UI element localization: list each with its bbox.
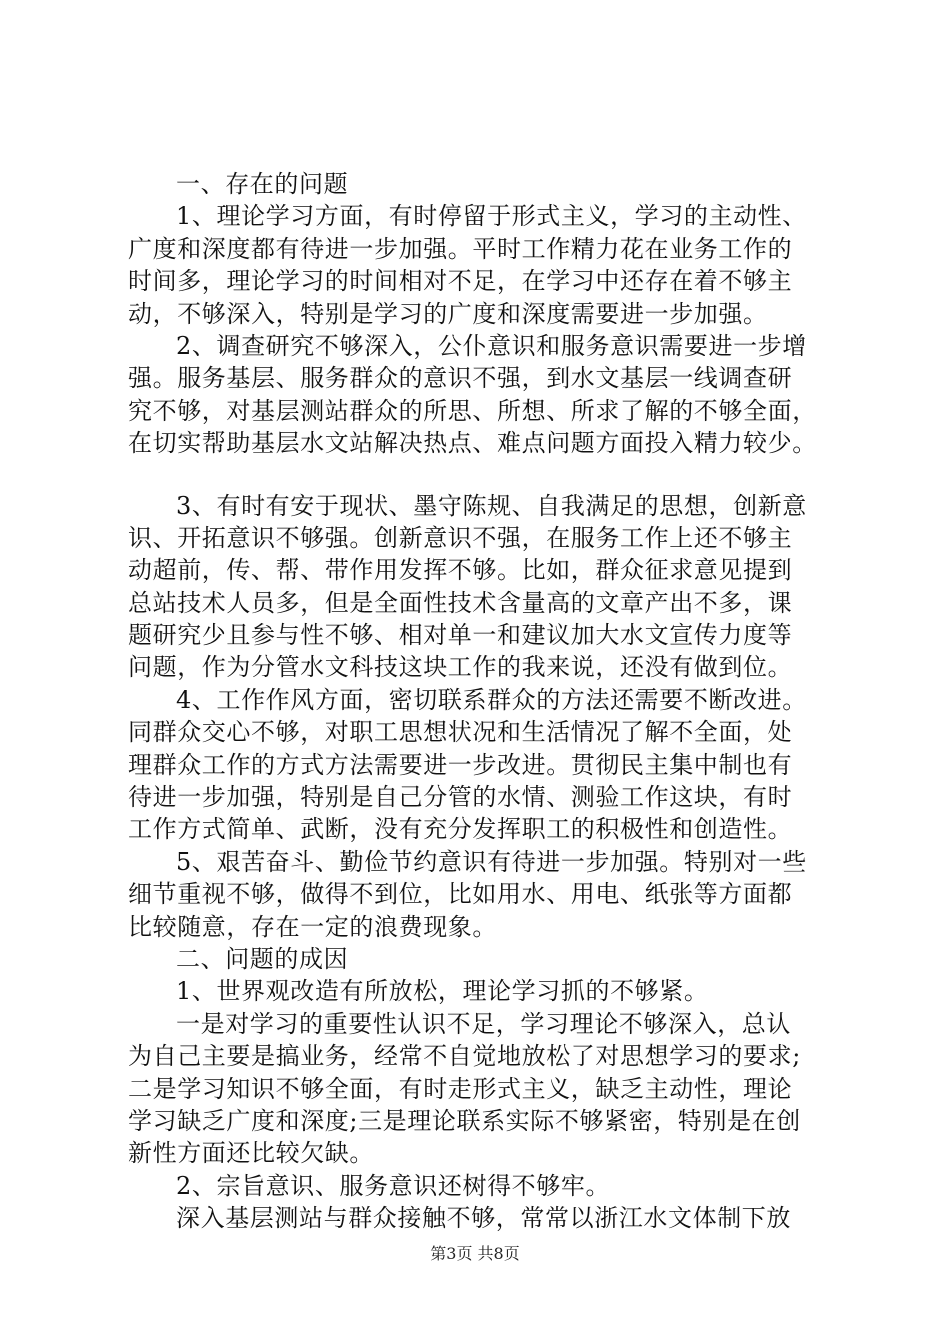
text-line: 为自己主要是搞业务，经常不自觉地放松了对思想学习的要求; bbox=[128, 1042, 801, 1071]
text-line: 问题，作为分管水文科技这块工作的我来说，还没有做到位。 bbox=[128, 653, 793, 682]
text-line: 动超前，传、帮、带作用发挥不够。比如，群众征求意见提到 bbox=[128, 556, 793, 585]
text-line: 一是对学习的重要性认识不足，学习理论不够深入，总认 bbox=[176, 1009, 791, 1038]
text-line: 细节重视不够，做得不到位，比如用水、用电、纸张等方面都 bbox=[128, 880, 793, 909]
document-body bbox=[128, 168, 840, 1235]
text-line: 总站技术人员多，但是全面性技术含量高的文章产出不多，课 bbox=[128, 588, 793, 617]
text-line: 3、有时有安于现状、墨守陈规、自我满足的思想，创新意 bbox=[176, 491, 807, 520]
text-line: 同群众交心不够，对职工思想状况和生活情况了解不全面，处 bbox=[128, 718, 793, 747]
text-line: 理群众工作的方式方法需要进一步改进。贯彻民主集中制也有 bbox=[128, 750, 793, 779]
text-line: 4、工作作风方面，密切联系群众的方法还需要不断改进。 bbox=[176, 685, 807, 714]
text-line: 广度和深度都有待进一步加强。平时工作精力花在业务工作的 bbox=[128, 234, 793, 263]
text-line: 学习缺乏广度和深度;三是理论联系实际不够紧密，特别是在创 bbox=[128, 1106, 801, 1135]
text-line: 新性方面还比较欠缺。 bbox=[128, 1139, 374, 1168]
text-line: 2、宗旨意识、服务意识还树得不够牢。 bbox=[176, 1171, 611, 1200]
blank-line bbox=[128, 460, 840, 490]
text-line: 二、问题的成因 bbox=[176, 944, 349, 973]
text-line: 题研究少且参与性不够、相对单一和建议加大水文宣传力度等 bbox=[128, 621, 793, 650]
text-line: 强。服务基层、服务群众的意识不强，到水文基层一线调查研 bbox=[128, 364, 793, 393]
text-line: 待进一步加强，特别是自己分管的水情、测验工作这块，有时 bbox=[128, 783, 793, 812]
text-line: 工作方式简单、武断，没有充分发挥职工的积极性和创造性。 bbox=[128, 815, 793, 844]
text-line: 5、艰苦奋斗、勤俭节约意识有待进一步加强。特别对一些 bbox=[176, 847, 807, 876]
text-line: 比较随意，存在一定的浪费现象。 bbox=[128, 912, 497, 941]
text-line: 时间多，理论学习的时间相对不足，在学习中还存在着不够主 bbox=[128, 267, 793, 296]
page-footer: 第3页 共8页 bbox=[430, 1244, 520, 1263]
text-line: 二是学习知识不够全面，有时走形式主义，缺乏主动性，理论 bbox=[128, 1074, 793, 1103]
text-line: 1、世界观改造有所放松，理论学习抓的不够紧。 bbox=[176, 977, 709, 1006]
text-line: 动，不够深入，特别是学习的广度和深度需要进一步加强。 bbox=[128, 299, 768, 328]
text-line: 识、开拓意识不够强。创新意识不强，在服务工作上还不够主 bbox=[128, 523, 793, 552]
text-line: 1、理论学习方面，有时停留于形式主义，学习的主动性、 bbox=[176, 202, 807, 231]
text-line: 在切实帮助基层水文站解决热点、难点问题方面投入精力较少。 bbox=[128, 429, 817, 458]
text-line: 2、调查研究不够深入，公仆意识和服务意识需要进一步增 bbox=[176, 331, 807, 360]
text-line: 深入基层测站与群众接触不够，常常以浙江水文体制下放 bbox=[176, 1204, 791, 1233]
text-line: 一、存在的问题 bbox=[176, 170, 349, 198]
text-line: 究不够，对基层测站群众的所思、所想、所求了解的不够全面， bbox=[128, 396, 817, 425]
